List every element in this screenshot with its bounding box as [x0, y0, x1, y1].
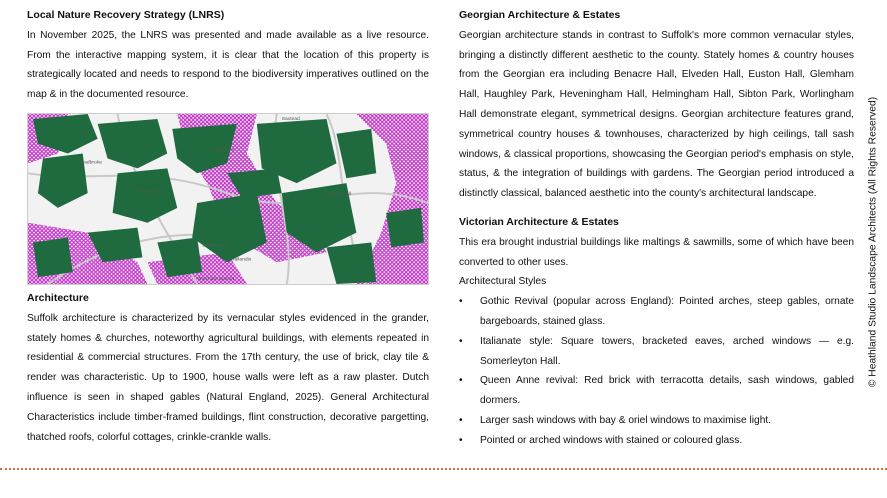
victorian-paragraph: This era brought industrial buildings like maltings & sawmills, some of which have been converted to other uses.: [459, 236, 854, 268]
lnrs-map-image: [27, 113, 429, 285]
architectural-styles-label: Architectural Styles: [459, 276, 547, 288]
svg-text:Peasenhall: Peasenhall: [326, 192, 352, 198]
lnrs-paragraph: In November 2025, the LNRS was presented and made available as a live resource. From the interactive mapping system, it is clear that the location of this property is strategically located and needs to respond to the biodiversity imperatives outlined on the map & in the documented resource.: [27, 29, 429, 101]
list-item: • Queen Anne revival: Red brick with terracotta details, sash windows, gabled dormers.: [459, 371, 854, 411]
copyright-text: © Heathland Studio Landscape Architects (All Rights Reserved): [867, 96, 879, 388]
bullet-icon: •: [459, 434, 463, 446]
bullet-icon: •: [459, 375, 463, 387]
left-column: [27, 6, 429, 447]
bullet-icon: •: [459, 296, 463, 308]
copyright-notice: [863, 12, 883, 472]
architectural-styles-list: [459, 292, 854, 450]
svg-text:Stowmarket: Stowmarket: [202, 243, 229, 249]
architecture-heading: Architecture: [27, 291, 89, 304]
bullet-icon: •: [459, 414, 463, 426]
svg-text:Stradbroke: Stradbroke: [77, 160, 102, 166]
svg-text:Debenham: Debenham: [137, 190, 162, 196]
georgian-paragraph: Georgian architecture stands in contrast to Suffolk's more common vernacular styles, bringing a distinctly different aesthetic to the county. Stately homes & country houses from the Georgian era including Benacre Hall, Elveden Hall, Euston Hall, Glemham Hall, Haughley Park, Heveningham Hall, Helmingham Hall, Sibton Park, Worlingham Hall demonstrate elegant, symmetrical designs. Georgian architecture features grand, symmetrical country houses & townhouses, characterized by high ceilings, tall sash windows, & classical proportions, showcasing the Georgian period's emphasis on style, status, & the integration of buildings with gardens. The Georgian period introduced a distinctly classical, balanced aesthetic into the county's architectural landscape.: [459, 29, 854, 200]
georgian-heading: Georgian Architecture & Estates: [459, 9, 621, 21]
list-item: • Italianate style: Square towers, bracketed eaves, arched windows — e.g. Somerleyton Hall.: [459, 332, 854, 372]
list-item: • Larger sash windows with bay & oriel windows to maximise light.: [459, 411, 854, 431]
right-column: [459, 6, 854, 451]
list-item: • Pointed or arched windows with stained or coloured glass.: [459, 431, 854, 451]
victorian-heading: Victorian Architecture & Estates: [459, 215, 619, 228]
footer-dotted-rule: [0, 468, 887, 470]
lnrs-heading: Local Nature Recovery Strategy (LNRS): [27, 9, 225, 21]
architecture-paragraph: Suffolk architecture is characterized by its vernacular styles evidenced in the grander, stately homes & churches, noteworthy agricultural buildings, with elements repeated in residential & commercial structures. From the 17th century, the use of brick, clay tile & render was characteristic. Up to 1900, house walls were left as a raw plaster. Dutch influence is seen in shaped gables (Natural England, 2025). General Architectural Characteristics include timber-framed buildings, flint construction, decorative pargetting, thatched roofs, colorful cottages, crinkle-crankle walls.: [27, 312, 429, 443]
svg-text:Saxtead: Saxtead: [281, 116, 300, 122]
svg-text:Tailandis: Tailandis: [231, 257, 252, 263]
bullet-icon: •: [459, 335, 463, 347]
svg-text:Framsden: Framsden: [212, 148, 235, 154]
svg-text:Wickham Market: Wickham Market: [197, 277, 235, 283]
list-item: • Gothic Revival (popular across England): Pointed arches, steep gables, ornate bargeboards, stained glass.: [459, 292, 854, 332]
